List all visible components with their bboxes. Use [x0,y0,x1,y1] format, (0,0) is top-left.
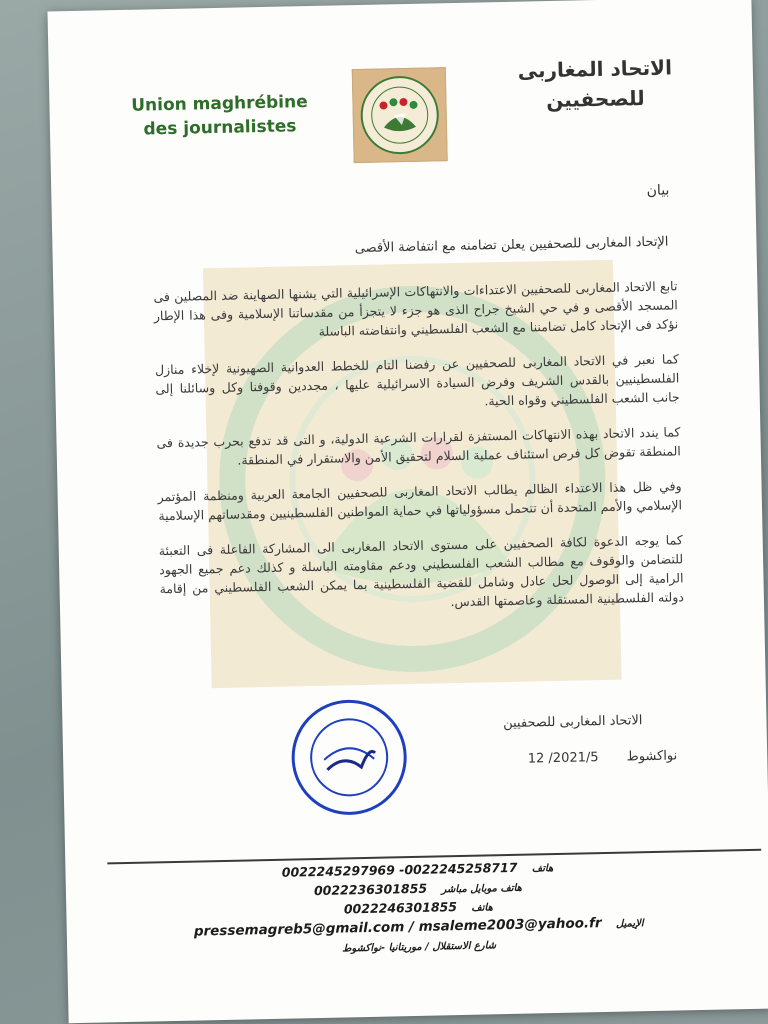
official-stamp [288,696,410,818]
date-value: 2021/5/ 12 [527,750,599,767]
signature-name: الاتحاد المغاربى للصحفيين [502,713,643,732]
union-logo [352,67,448,163]
statement-label: بيان [646,182,670,199]
phone-label: هاتف [531,863,554,875]
address: شارع الاستقلال / موريتانيا -نواكشوط [342,940,497,955]
email-label: الإيميل [615,918,644,930]
org-name-arabic-line2: للصحفيين [545,85,645,113]
contact-block [125,856,711,963]
org-name-french [119,90,320,142]
letter-page [47,0,768,1023]
paragraph: كما يندد الاتحاد بهذه الانتهاكات المستفزة لقرارات الشرعية الدولية، و التى قد تدفع بحرب جديدة فى المنطقة تقوض كل فرص استئناف عملية السلام لتحقيق الأمن والاستقرار في المنطقة. [156,424,681,468]
fax-number: 0022246301855 [343,899,458,917]
org-name-arabic-line1: الاتحاد المغاربى [517,55,673,83]
org-name-french-line1: Union maghrébine [131,92,308,116]
paragraph: تابع الاتحاد المغاربى للصحفيين الاعتداءات والانتهاكات الإسرائيلية التي يشنها الصهاينة ضد المصلين فى المسجد الأقصى و في حي الشيخ جراح الذى هو جزء لا يتجزأ من مقدساتنا الإسلامية وفى هذا الإطار نؤكد فى الإتحاد كامل تضامننا مع الشعب الفلسطيني وانتفاضته الباسلة [153,278,679,339]
email-address: pressemagreb5@gmail.com / msaleme2003@yahoo.fr [193,915,602,940]
fax-label: هاتف [471,902,493,914]
phone-number: 0022245297969 -0022245258717 [281,859,518,880]
paragraph: كما يوجه الدعوة لكافة الصحفيين على مستوى الاتحاد المغاربى الى المشاركة الفاعلة فى التعبئة للتضامن والوقوف مع مطالب الشعب الفلسطيني ودعم مقاومته الباسلة و كذلك دعم جميع الجهود الرامية إلى الوصول لحل عادل وشامل للقضية الفلسطينية بما يمكن الشعب الفلسطيني من إقامة دولته الفلسطينية المستقلة وعاصمتها القدس. [158,532,685,610]
statement-body [153,276,684,633]
mobile-label: هاتف موبايل مباشر [441,882,522,896]
statement-title: الإتحاد المغاربى للصحفيين يعلن تضامنه مع انتفاضة الأقصى [354,234,669,257]
org-name-arabic [495,52,696,116]
date-line [528,748,678,766]
paragraph: وفي ظل هذا الاعتداء الظالم يطالب الاتحاد المغاربى للصحفيين الجامعة العربية ومنظمة المؤتمر الإسلامي والأمم المتحدة أن تتحمل مسؤولياتها في حماية المواطنين الفلسطينيين ومقدساتهم الإسلامية [157,478,683,524]
paragraph: كما نعبر في الاتحاد المغاربى للصحفيين عن رفضنا التام للخطط العدوانية الصهيونية لإخلاء منازل الفلسطينيين بالقدس الشريف وفرض السيادة الاسرائيلية عليها ، مجددين وقوفنا وكل وسائلنا إلى جانب الشعب الفلسطيني وقواه الحية. [154,351,680,409]
org-name-french-line2: des journalistes [143,116,297,140]
date-place: نواكشوط [626,748,678,765]
mobile-number: 0022236301855 [313,880,428,899]
